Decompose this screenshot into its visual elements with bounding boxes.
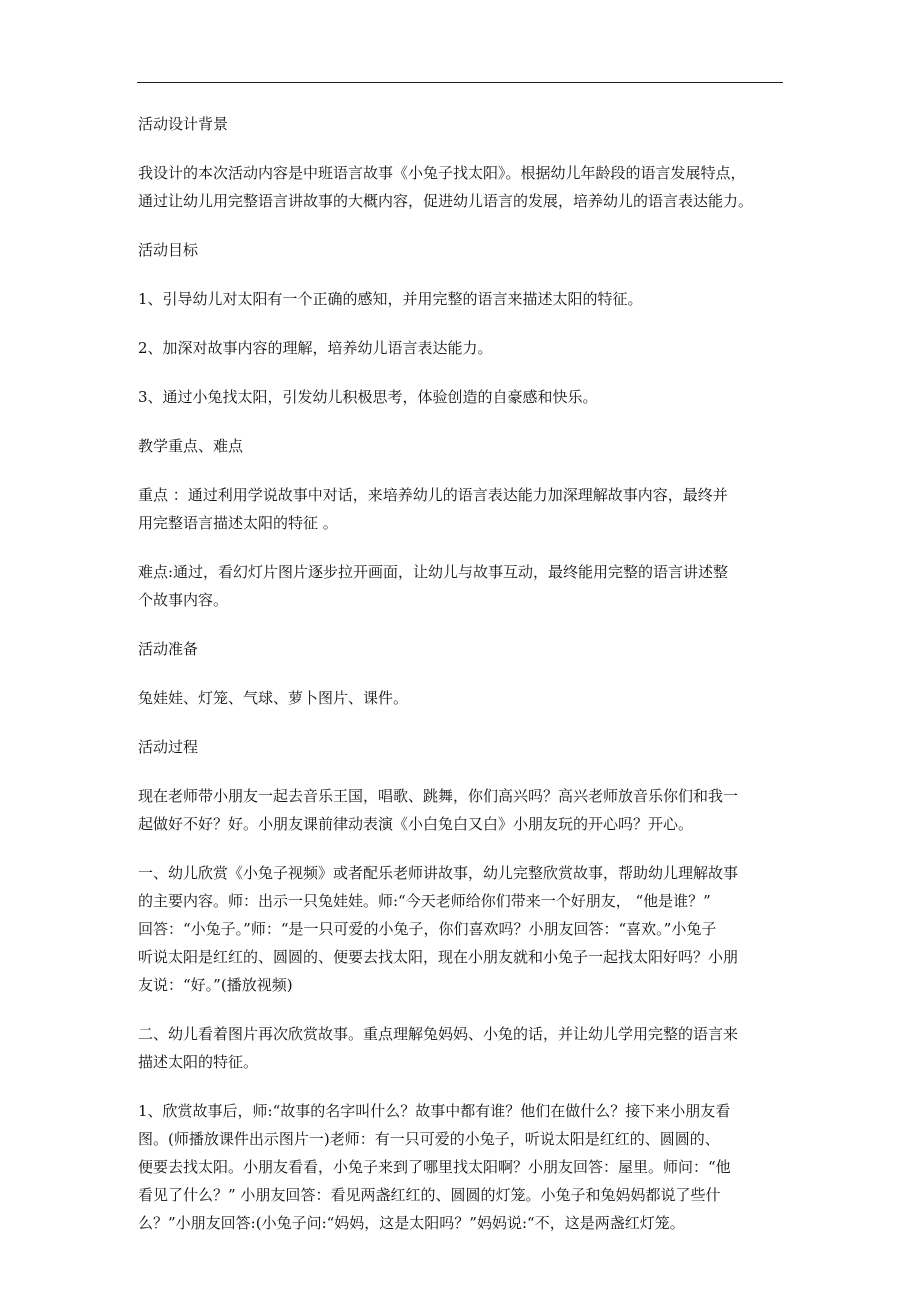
document-body	[138, 110, 786, 1258]
text-line: 1、欣赏故事后，师:“故事的名字叫什么？故事中都有谁？他们在做什么？接下来小朋友看	[138, 1102, 731, 1120]
paragraph	[138, 684, 786, 712]
paragraph	[138, 236, 786, 264]
text-line: 1、引导幼儿对太阳有一个正确的感知，并用完整的语言来描述太阳的特征。	[138, 290, 643, 308]
text-line: 活动准备	[138, 640, 199, 658]
paragraph	[138, 159, 786, 215]
paragraph	[138, 1020, 786, 1076]
text-line: 通过让幼儿用完整语言讲故事的大概内容，促进幼儿语言的发展，培养幼儿的语言表达能力。	[138, 192, 754, 210]
text-line: 回答：“小兔子。”师：“是一只可爱的小兔子，你们喜欢吗？小朋友回答：“喜欢。”小兔子	[138, 920, 717, 938]
text-line: 活动目标	[138, 241, 199, 259]
text-line: 看见了什么？” 小朋友回答：看见两盏红红的、圆圆的灯笼。小兔子和兔妈妈都说了些什	[138, 1186, 721, 1204]
paragraph	[138, 782, 786, 838]
text-line: 二、幼儿看着图片再次欣赏故事。重点理解兔妈妈、小兔的话，并让幼儿学用完整的语言来	[138, 1025, 739, 1043]
text-line: 一、幼儿欣赏《小兔子视频》或者配乐老师讲故事，幼儿完整欣赏故事，帮助幼儿理解故事	[138, 864, 739, 882]
text-line: 听说太阳是红红的、圆圆的、便要去找太阳，现在小朋友就和小兔子一起找太阳好吗？小朋	[138, 948, 739, 966]
text-line: 教学重点、难点	[138, 437, 244, 455]
paragraph	[138, 733, 786, 761]
paragraph	[138, 383, 786, 411]
text-line: 的主要内容。师：出示一只兔娃娃。师:“今天老师给你们带来一个好朋友， “他是谁？”	[138, 892, 711, 910]
paragraph	[138, 285, 786, 313]
text-line: 活动设计背景	[138, 115, 229, 133]
text-line: 起做好不好？好。小朋友课前律动表演《小白兔白又白》小朋友玩的开心吗？开心。	[138, 815, 694, 833]
header-divider	[137, 82, 783, 83]
paragraph	[138, 334, 786, 362]
text-line: 兔娃娃、灯笼、气球、萝卜图片、课件。	[138, 689, 409, 707]
paragraph	[138, 859, 786, 999]
paragraph	[138, 110, 786, 138]
text-line: 友说：“好。”(播放视频)	[138, 976, 293, 994]
text-line: 图。(师播放课件出示图片一)老师：有一只可爱的小兔子，听说太阳是红红的、圆圆的、	[138, 1130, 720, 1148]
text-line: 2、加深对故事内容的理解，培养幼儿语言表达能力。	[138, 339, 493, 357]
paragraph	[138, 558, 786, 614]
text-line: 重点 ：通过利用学说故事中对话，来培养幼儿的语言表达能力加深理解故事内容，最终并	[138, 486, 728, 504]
text-line: 我设计的本次活动内容是中班语言故事《小兔子找太阳》。根据幼儿年龄段的语言发展特点，	[138, 164, 746, 182]
text-line: 3、通过小兔找太阳，引发幼儿积极思考，体验创造的自豪感和快乐。	[138, 388, 598, 406]
text-line: 活动过程	[138, 738, 199, 756]
text-line: 么？”小朋友回答:(小兔子问:“妈妈，这是太阳吗？”妈妈说:“不，这是两盏红灯笼。	[138, 1214, 685, 1232]
text-line: 现在老师带小朋友一起去音乐王国，唱歌、跳舞，你们高兴吗？高兴老师放音乐你们和我一	[138, 787, 739, 805]
paragraph	[138, 635, 786, 663]
text-line: 个故事内容。	[138, 591, 229, 609]
text-line: 描述太阳的特征。	[138, 1053, 259, 1071]
paragraph	[138, 432, 786, 460]
paragraph	[138, 481, 786, 537]
text-line: 便要去找太阳。小朋友看看，小兔子来到了哪里找太阳啊？小朋友回答：屋里。师问：“他	[138, 1158, 731, 1176]
text-line: 难点:通过，看幻灯片图片逐步拉开画面，让幼儿与故事互动，最终能用完整的语言讲述整	[138, 563, 729, 581]
paragraph	[138, 1097, 786, 1237]
text-line: 用完整语言描述太阳的特征 。	[138, 514, 338, 532]
